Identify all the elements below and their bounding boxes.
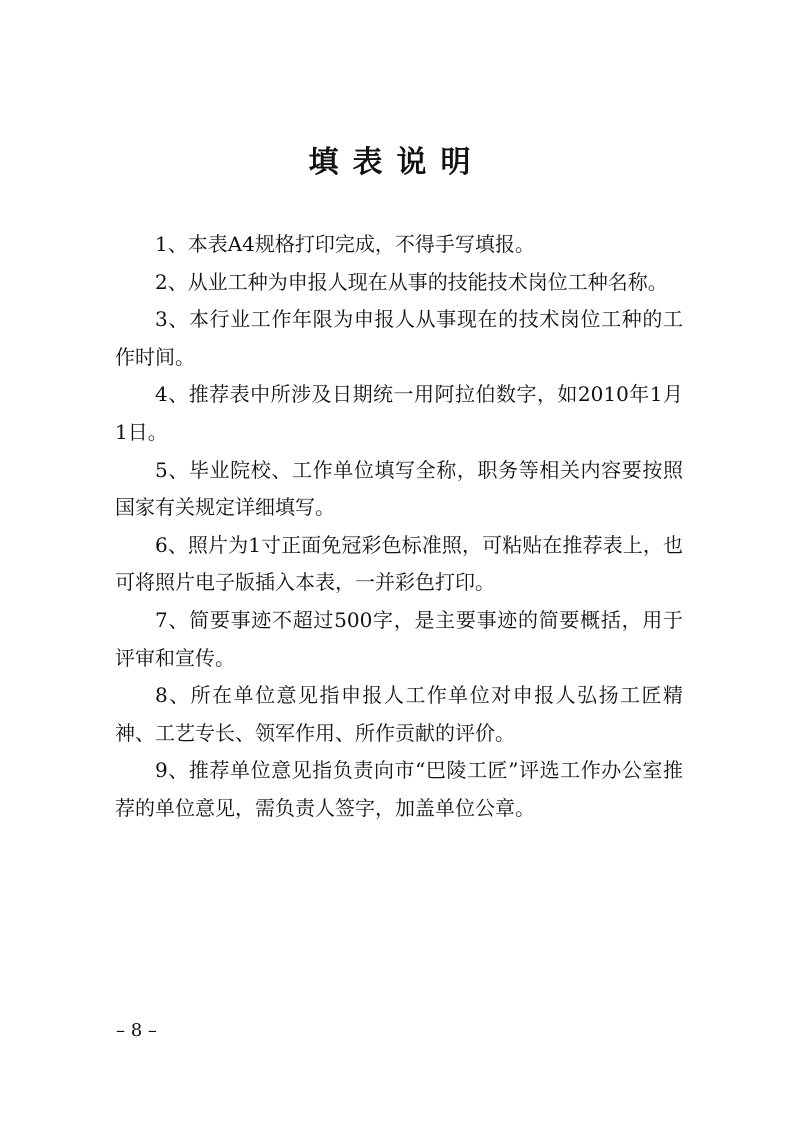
instruction-item-9: 9、推荐单位意见指负责向市“巴陵工匠”评选工作办公室推荐的单位意见，需负责人签字，加盖单位公章。 [115, 758, 683, 820]
page-number: – 8 – [116, 1020, 157, 1041]
instruction-item-5: 5、毕业院校、工作单位填写全称，职务等相关内容要按照国家有关规定详细填写。 [115, 457, 683, 520]
instruction-item-2: 2、从业工种为申报人现在从事的技能技术岗位工种名称。 [155, 269, 668, 294]
instruction-item-1: 1、本表A4规格打印完成，不得手写填报。 [155, 232, 535, 256]
instruction-item-7: 7、简要事迹不超过500字，是主要事迹的简要概括，用于评审和宣传。 [115, 607, 683, 670]
instruction-item-8: 8、所在单位意见指申报人工作单位对申报人弘扬工匠精神、工艺专长、领军作用、所作贡献的评价。 [115, 683, 683, 745]
instruction-item-6: 6、照片为1寸正面免冠彩色标准照，可粘贴在推荐表上，也可将照片电子版插入本表，一并彩色打印。 [115, 532, 683, 595]
instruction-item-4: 4、推荐表中所涉及日期统一用阿拉伯数字，如2010年1月1日。 [115, 382, 683, 444]
instruction-item-3: 3、本行业工作年限为申报人从事现在的技术岗位工种的工作时间。 [115, 307, 683, 369]
page-title: 填表说明 [308, 145, 485, 180]
instructions-list [115, 226, 683, 828]
